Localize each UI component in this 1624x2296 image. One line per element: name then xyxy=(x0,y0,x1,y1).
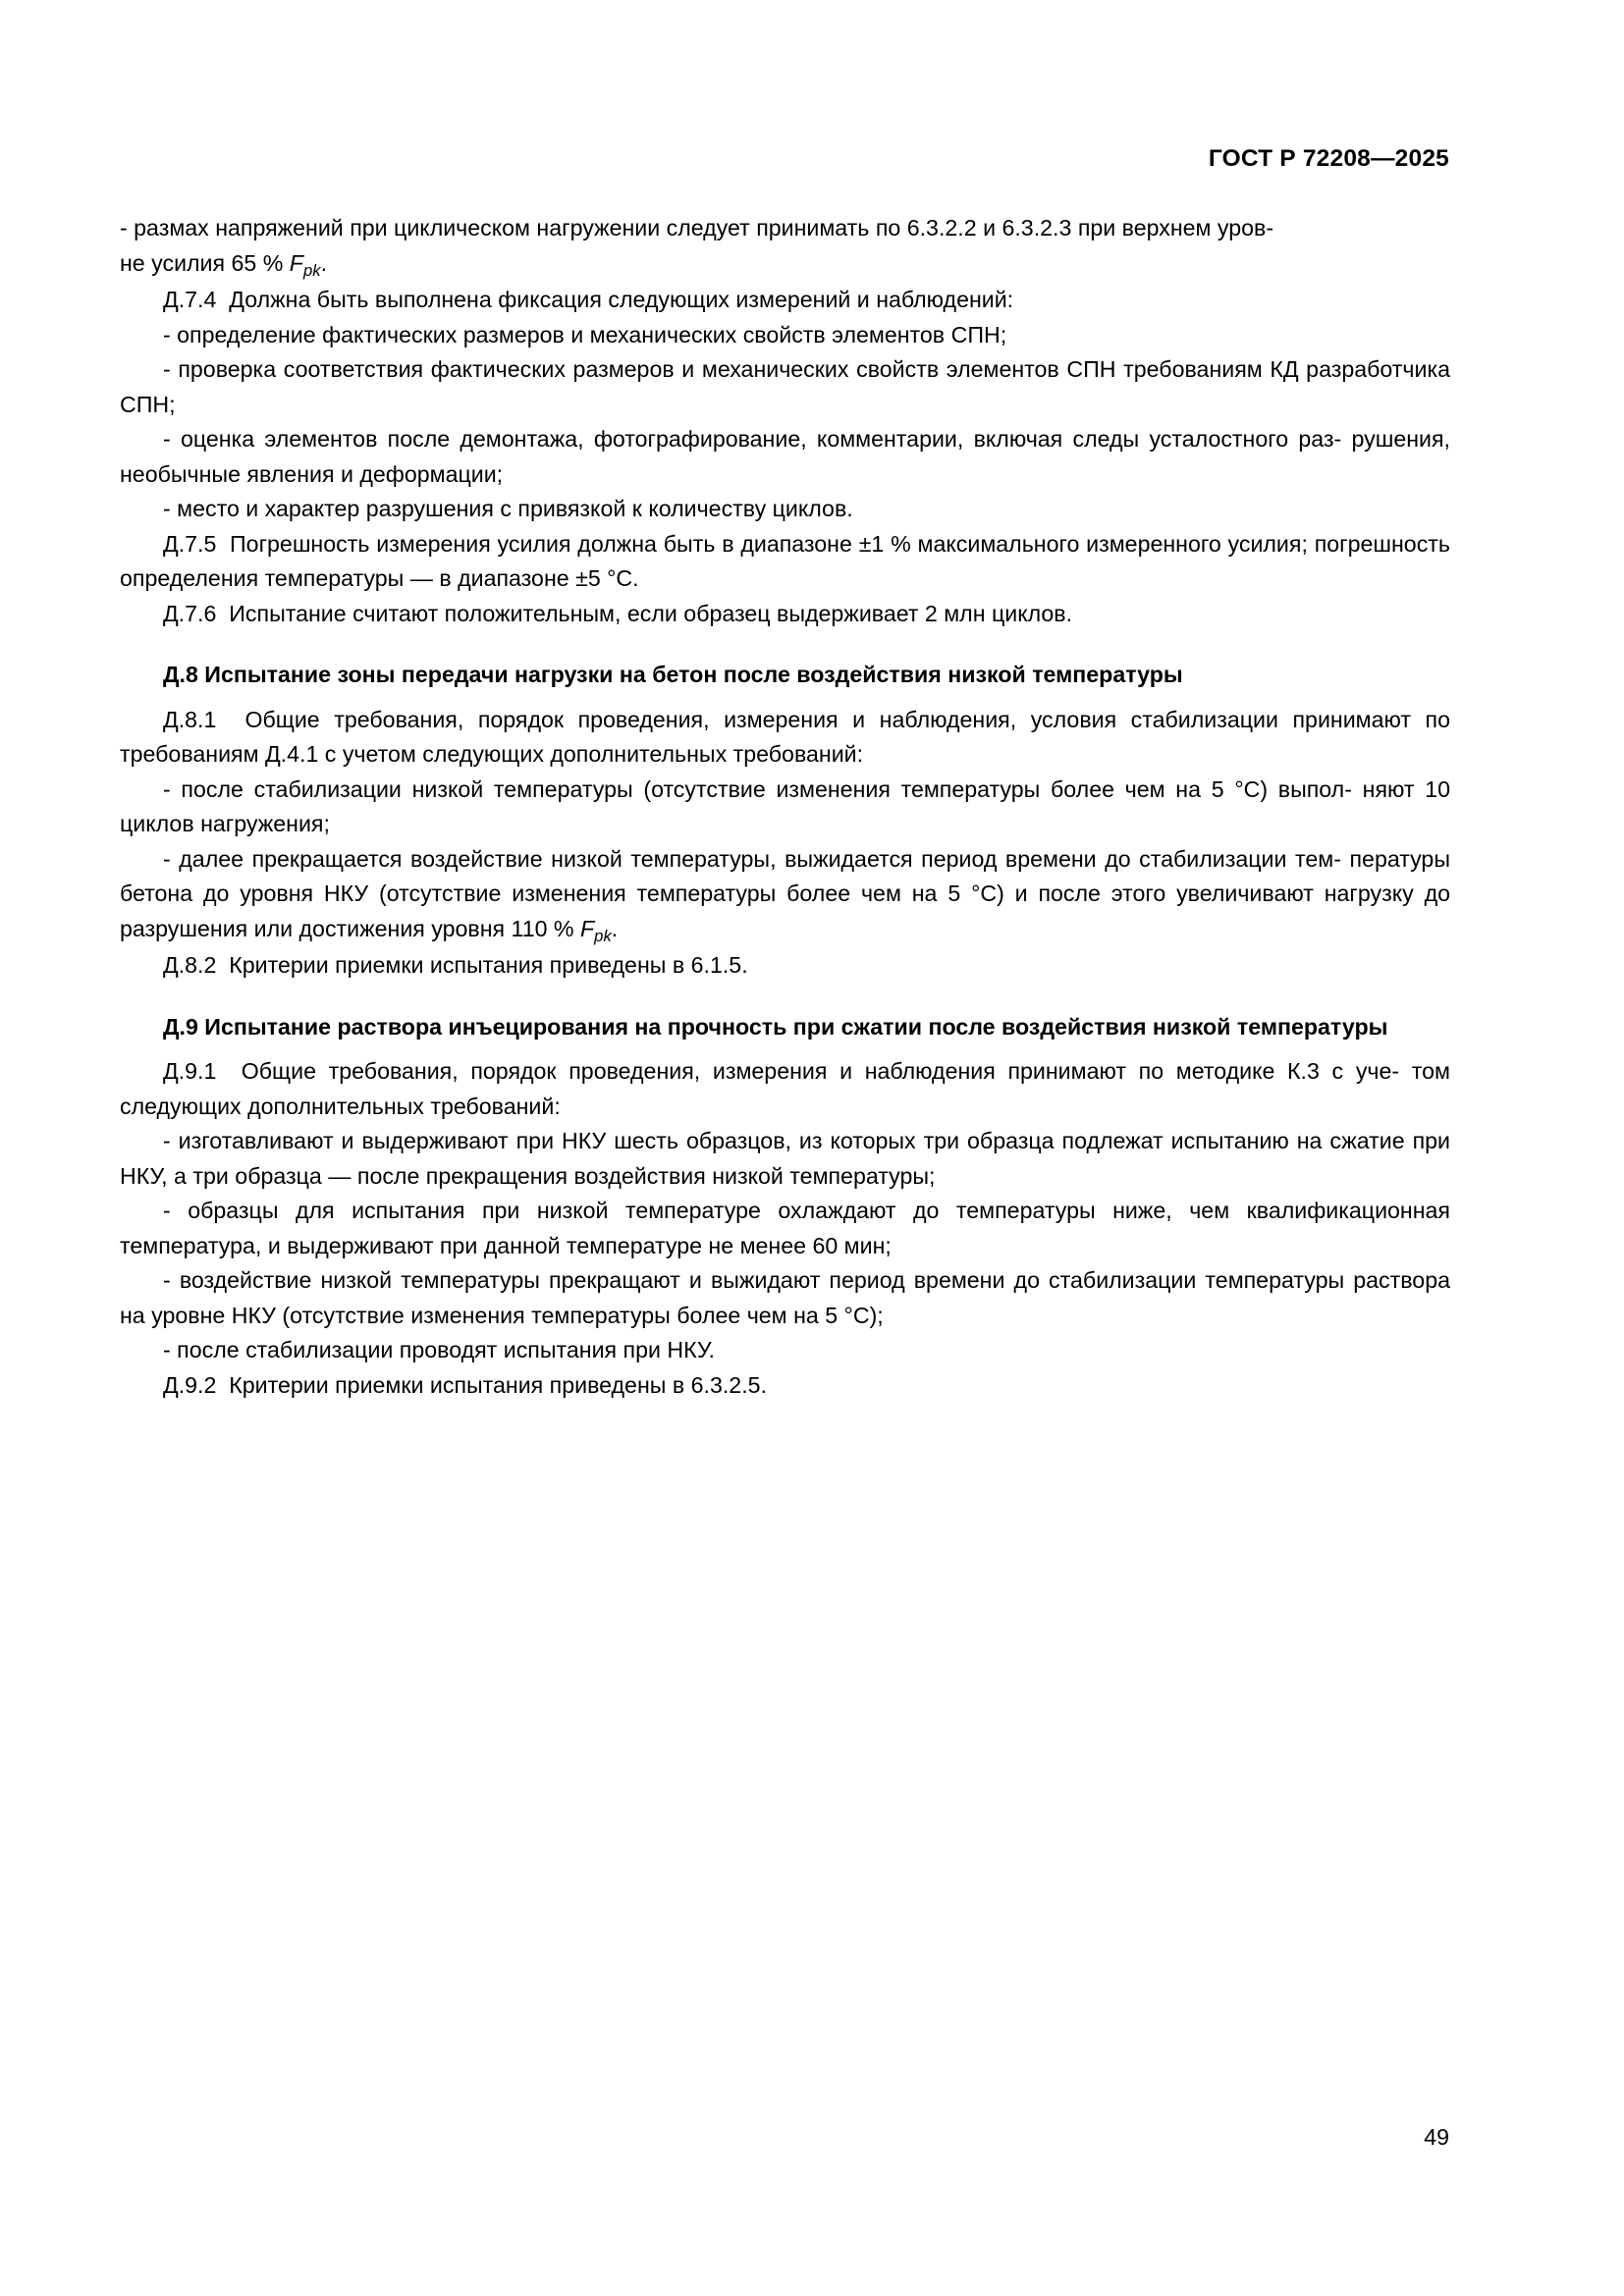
paragraph-bullet-conformity: - проверка соответствия фактических размеров и механических свойств элементов СПН требованиям КД разработчика СПН; xyxy=(120,356,1450,417)
paragraph-d76: Д.7.6 Испытание считают положительным, если образец выдерживает 2 млн циклов. xyxy=(163,600,1073,626)
paragraph-d75: Д.7.5 Погрешность измерения усилия должна быть в диапазоне ±1 % максимального измеренного усилия; погрешность определения температуры — в диапазоне ±5 °C. xyxy=(120,530,1450,591)
heading-d8: Д.8 Испытание зоны передачи нагрузки на бетон после воздействия низкой температуры xyxy=(163,662,1183,687)
symbol-fpk-2: $F_{pk}$ xyxy=(580,915,612,945)
paragraph-bullet-after-stabilization: - после стабилизации низкой температуры (отсутствие изменения температуры более чем на 5 °C) выпол- няют 10 циклов нагружения; xyxy=(120,775,1450,836)
page-header: ГОСТ Р 72208—2025 xyxy=(1208,145,1449,172)
paragraph-d81: Д.8.1 Общие требования, порядок проведения, измерения и наблюдения, условия стабилизации принимают по требованиям Д.4.1 с учетом следующих дополнительных требований: xyxy=(120,706,1450,767)
page-number: 49 xyxy=(1424,2124,1449,2150)
paragraph-bullet-failure-location: - место и характер разрушения с привязкой к количеству циклов. xyxy=(163,496,853,521)
paragraph-bullet-further-cessation: - далее прекращается воздействие низкой температуры, выжидается период времени до стабилизации тем- пературы бетона до уровня НКУ (отсутствие изменения температуры более чем на 5 °C) и после этого увеличивают нагрузку до разрушения или достижения уровня 110 % $F_{pk}$. xyxy=(120,845,1450,945)
symbol-fpk: $F_{pk}$ xyxy=(289,249,321,280)
paragraph-bullet-stress-range: - размах напряжений при циклическом нагружении следует принимать по 6.3.2.2 и 6.3.2.3 при верхнем уров- не усилия 65 % $F_{pk}$. xyxy=(120,215,1274,280)
paragraph-bullet-tests-at-nku: - после стабилизации проводят испытания при НКУ. xyxy=(163,1337,715,1362)
paragraph-d74: Д.7.4 Должна быть выполнена фиксация следующих измерений и наблюдений: xyxy=(163,287,1014,312)
paragraph-d82: Д.8.2 Критерии приемки испытания приведены в 6.1.5. xyxy=(163,952,748,978)
paragraph-bullet-dimensions: - определение фактических размеров и механических свойств элементов СПН; xyxy=(163,321,1007,347)
heading-d9: Д.9 Испытание раствора инъецирования на прочность при сжатии после воздействия низкой температуры xyxy=(163,1013,1388,1040)
document-body xyxy=(120,211,1450,1403)
paragraph-d91: Д.9.1 Общие требования, порядок проведения, измерения и наблюдения принимают по методике К.3 с уче- том следующих дополнительных требований: xyxy=(120,1058,1450,1119)
paragraph-bullet-cooling: - образцы для испытания при низкой температуре охлаждают до температуры ниже, чем квалификационная температура, и выдерживают при данной температуре не менее 60 мин; xyxy=(120,1198,1450,1258)
paragraph-d92: Д.9.2 Критерии приемки испытания приведены в 6.3.2.5. xyxy=(163,1371,767,1398)
paragraph-bullet-six-samples: - изготавливают и выдерживают при НКУ шесть образцов, из которых три образца подлежат испытанию на сжатие при НКУ, а три образца — после прекращения воздействия низкой температуры; xyxy=(120,1128,1450,1189)
paragraph-bullet-assessment: - оценка элементов после демонтажа, фотографирование, комментарии, включая следы усталостного раз- рушения, необычные явления и деформации; xyxy=(120,426,1450,487)
paragraph-bullet-cessation: - воздействие низкой температуры прекращают и выжидают период времени до стабилизации температуры раствора на уровне НКУ (отсутствие изменения температуры более чем на 5 °C); xyxy=(120,1267,1450,1328)
